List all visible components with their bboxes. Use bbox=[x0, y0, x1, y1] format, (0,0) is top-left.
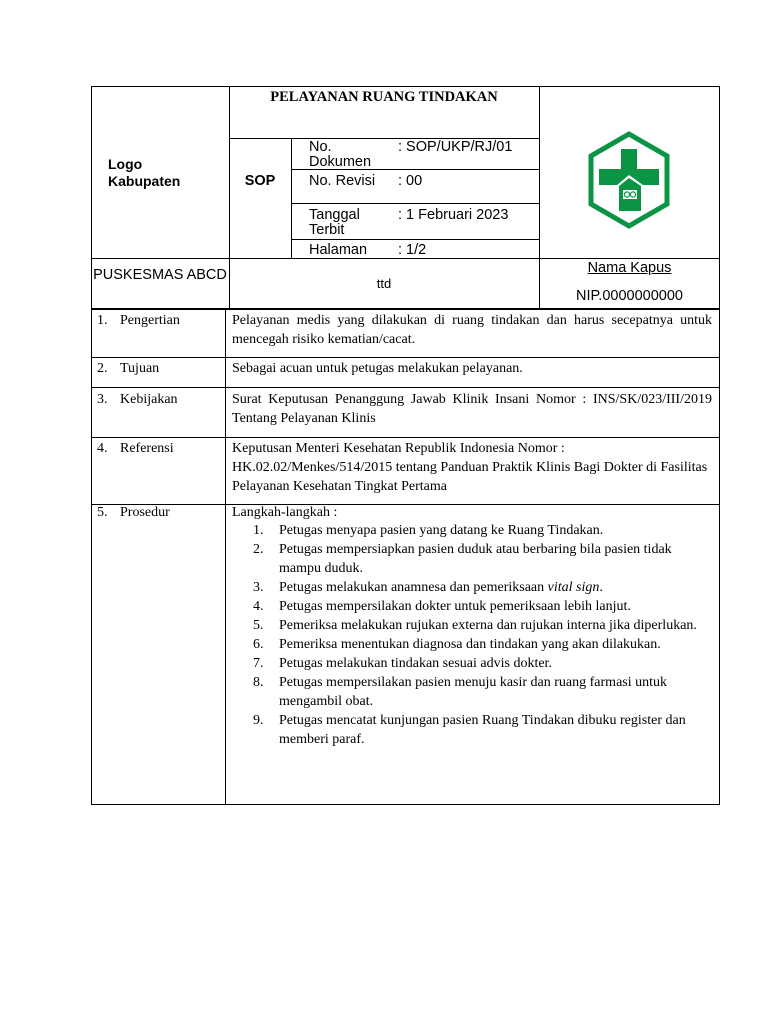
section-label-kebijakan: Kebijakan bbox=[120, 392, 178, 407]
meta-label-halaman: Halaman bbox=[309, 242, 368, 258]
border-line bbox=[91, 387, 720, 388]
section-text-tujuan: Sebagai acuan untuk petugas melakukan pelayanan. bbox=[232, 361, 523, 376]
section-number: 2. bbox=[97, 361, 108, 376]
step-text-emphasis: vital sign bbox=[547, 580, 600, 595]
procedure-steps bbox=[253, 521, 713, 749]
border-line bbox=[91, 504, 720, 505]
step-number: 2. bbox=[253, 542, 264, 557]
section-number: 1. bbox=[97, 313, 108, 328]
procedure-step bbox=[253, 654, 713, 673]
meta-value-no-dokumen: : SOP/UKP/RJ/01 bbox=[398, 139, 513, 155]
border-line bbox=[291, 138, 292, 258]
section-label-tujuan: Tujuan bbox=[120, 361, 160, 376]
procedure-step bbox=[253, 540, 713, 578]
section-label-pengertian: Pengertian bbox=[120, 313, 180, 328]
step-text: Petugas melakukan anamnesa dan pemeriksaan bbox=[279, 580, 548, 595]
document-title: PELAYANAN RUANG TINDAKAN bbox=[270, 89, 498, 105]
step-number: 8. bbox=[253, 675, 264, 690]
section-label-referensi: Referensi bbox=[120, 441, 174, 456]
procedure-step bbox=[253, 578, 713, 597]
procedure-step bbox=[253, 597, 713, 616]
border-line bbox=[291, 203, 539, 204]
step-number: 4. bbox=[253, 599, 264, 614]
puskesmas-logo-icon bbox=[586, 131, 672, 229]
head-name: Nama Kapus bbox=[587, 260, 672, 276]
border-line bbox=[91, 437, 720, 438]
meta-value-no-revisi: : 00 bbox=[398, 173, 423, 189]
section-text-referensi: Keputusan Menteri Kesehatan Republik Indonesia Nomor : HK.02.02/Menkes/514/2015 tentang Panduan Praktik Klinis Bagi Dokter di Fasilitas Pelayanan Kesehatan Tingkat Pertama bbox=[232, 441, 708, 494]
procedure-step bbox=[253, 635, 713, 654]
section-number: 3. bbox=[97, 392, 108, 407]
section-label-prosedur: Prosedur bbox=[120, 505, 170, 520]
step-number: 3. bbox=[253, 580, 264, 595]
section-number: 4. bbox=[97, 441, 108, 456]
step-text: Pemeriksa menentukan diagnosa dan tindakan yang akan dilakukan. bbox=[279, 637, 661, 652]
procedure-step bbox=[253, 616, 713, 635]
border-line bbox=[225, 309, 226, 805]
step-text: Pemeriksa melakukan rujukan externa dan rujukan interna jika diperlukan. bbox=[279, 618, 697, 633]
border-line bbox=[91, 357, 720, 358]
border-line bbox=[719, 309, 720, 805]
step-text: Petugas melakukan tindakan sesuai advis dokter. bbox=[279, 656, 552, 671]
sop-header bbox=[91, 86, 720, 309]
step-number: 5. bbox=[253, 618, 264, 633]
step-number: 6. bbox=[253, 637, 264, 652]
border-line bbox=[91, 258, 539, 259]
unit-name: PUSKESMAS ABCD bbox=[93, 267, 227, 283]
signature-placeholder: ttd bbox=[376, 276, 392, 291]
procedure-step bbox=[253, 711, 713, 749]
logo-kabupaten-placeholder: Logo Kabupaten bbox=[108, 156, 181, 189]
procedure-intro: Langkah-langkah : bbox=[232, 505, 338, 520]
border-line bbox=[91, 804, 720, 805]
step-text: Petugas mencatat kunjungan pasien Ruang Tindakan dibuku register dan memberi paraf. bbox=[279, 713, 686, 747]
meta-value-halaman: : 1/2 bbox=[398, 242, 427, 258]
step-number: 7. bbox=[253, 656, 264, 671]
step-text: Petugas menyapa pasien yang datang ke Ruang Tindakan. bbox=[279, 523, 604, 538]
border-line bbox=[91, 86, 720, 87]
procedure-step bbox=[253, 673, 713, 711]
border-line bbox=[539, 258, 720, 259]
meta-label-no-revisi: No. Revisi bbox=[309, 173, 376, 189]
head-nip: NIP.0000000000 bbox=[576, 288, 683, 304]
border-line bbox=[91, 309, 92, 805]
step-text: Petugas mempersiapkan pasien duduk atau berbaring bila pasien tidak mampu duduk. bbox=[279, 542, 672, 576]
step-text: Petugas mempersilakan dokter untuk pemeriksaan lebih lanjut. bbox=[279, 599, 631, 614]
procedure-step bbox=[253, 521, 713, 540]
border-line bbox=[291, 239, 539, 240]
step-text: Petugas mempersilakan pasien menuju kasir dan ruang farmasi untuk mengambil obat. bbox=[279, 675, 668, 709]
document-type: SOP bbox=[244, 173, 276, 189]
meta-label-tanggal-terbit: Tanggal Terbit bbox=[309, 207, 360, 238]
meta-value-tanggal-terbit: : 1 Februari 2023 bbox=[398, 207, 509, 223]
meta-label-no-dokumen: No. Dokumen bbox=[309, 139, 372, 170]
step-number: 1. bbox=[253, 523, 264, 538]
sop-content-table bbox=[91, 309, 720, 805]
section-text-kebijakan: Surat Keputusan Penanggung Jawab Klinik Insani Nomor : INS/SK/023/III/2019 Tentang Pelayanan Klinis bbox=[232, 392, 712, 426]
step-text-tail: . bbox=[599, 580, 603, 595]
section-text-pengertian: Pelayanan medis yang dilakukan di ruang tindakan dan harus secepatnya untuk mencegah risiko kematian/cacat. bbox=[232, 313, 712, 347]
section-number: 5. bbox=[97, 505, 108, 520]
border-line bbox=[91, 309, 720, 310]
step-number: 9. bbox=[253, 713, 264, 728]
